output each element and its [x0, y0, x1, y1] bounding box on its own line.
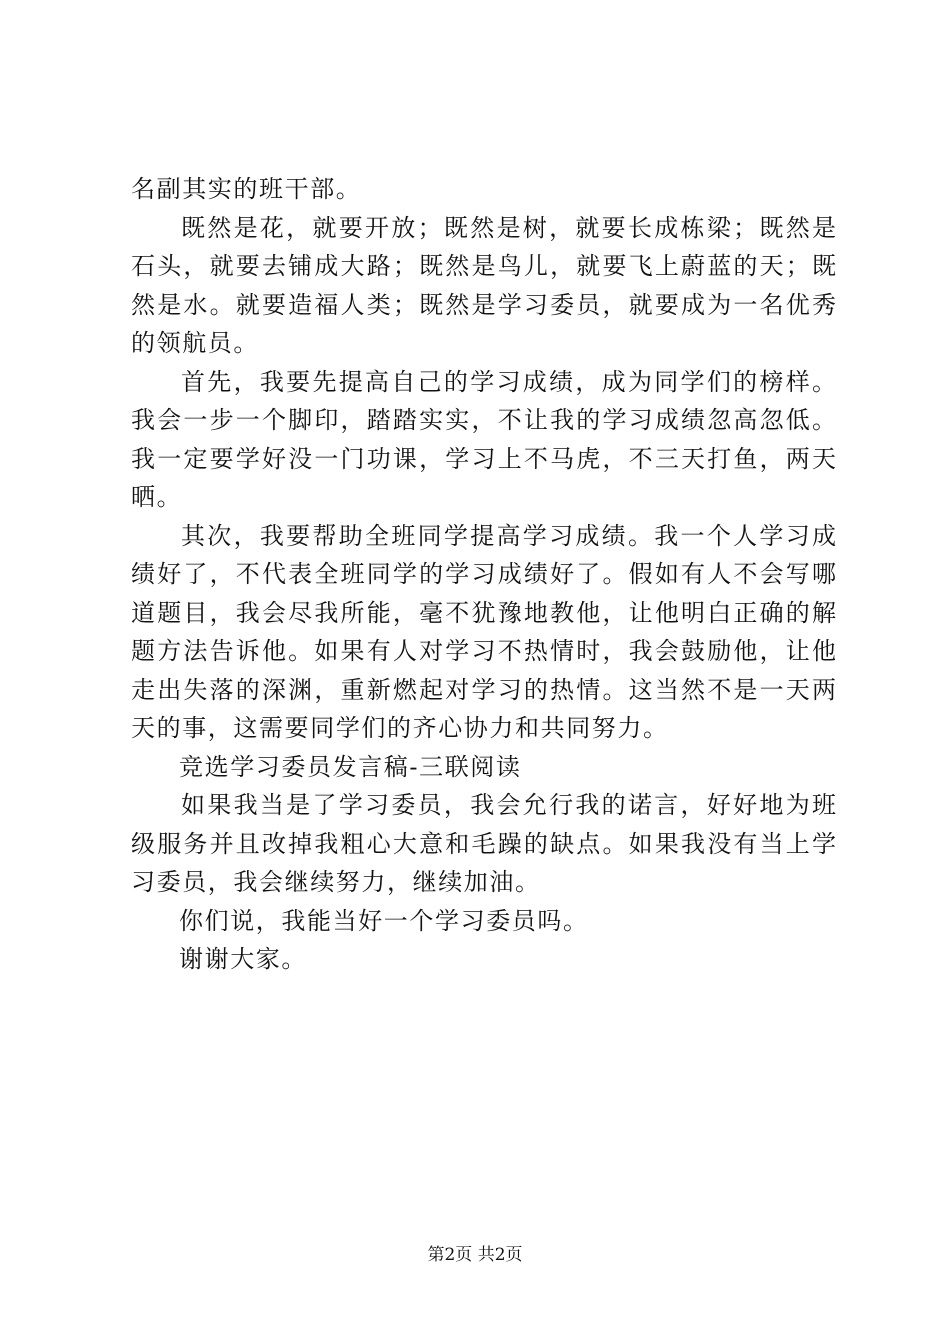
- text-line: 我一定要学好没一门功课，学习上不马虎，不三天打鱼，两天: [131, 444, 836, 473]
- text-line: 如果我当是了学习委员，我会允行我的诺言，好好地为班: [181, 791, 836, 819]
- text-line: 走出失落的深渊，重新燃起对学习的热情。这当然不是一天两: [131, 675, 836, 704]
- text-line: 首先，我要先提高自己的学习成绩，成为同学们的榜样。: [181, 367, 836, 396]
- text-line: 你们说，我能当好一个学习委员吗。: [179, 906, 589, 935]
- text-line: 习委员，我会继续努力，继续加油。: [131, 868, 541, 896]
- text-line: 其次，我要帮助全班同学提高学习成绩。我一个人学习成: [181, 521, 836, 550]
- text-line: 级服务并且改掉我粗心大意和毛躁的缺点。如果我没有当上学: [131, 829, 836, 858]
- text-line: 绩好了，不代表全班同学的学习成绩好了。假如有人不会写哪: [131, 560, 836, 588]
- text-line: 石头，就要去铺成大路；既然是鸟儿，就要飞上蔚蓝的天；既: [131, 252, 836, 280]
- text-line: 名副其实的班干部。: [131, 175, 362, 203]
- text-line: 既然是花，就要开放；既然是树，就要长成栋梁；既然是: [181, 213, 836, 242]
- document-body: [131, 170, 836, 979]
- text-line: 题方法告诉他。如果有人对学习不热情时，我会鼓励他，让他: [131, 637, 836, 665]
- text-line: 的领航员。: [131, 329, 259, 357]
- text-line: 我会一步一个脚印，踏踏实实，不让我的学习成绩忽高忽低。: [131, 406, 836, 434]
- text-line: 天的事，这需要同学们的齐心协力和共同努力。: [131, 714, 669, 742]
- text-line: 然是水。就要造福人类；既然是学习委员，就要成为一名优秀: [131, 290, 836, 319]
- page-number-footer: 第2页 共2页: [427, 1245, 523, 1265]
- text-line: 谢谢大家。: [179, 945, 307, 973]
- section-heading: 竞选学习委员发言稿-三联阅读: [179, 752, 522, 781]
- text-line: 道题目，我会尽我所能，毫不犹豫地教他，让他明白正确的解: [131, 598, 836, 627]
- text-line: 晒。: [131, 483, 183, 511]
